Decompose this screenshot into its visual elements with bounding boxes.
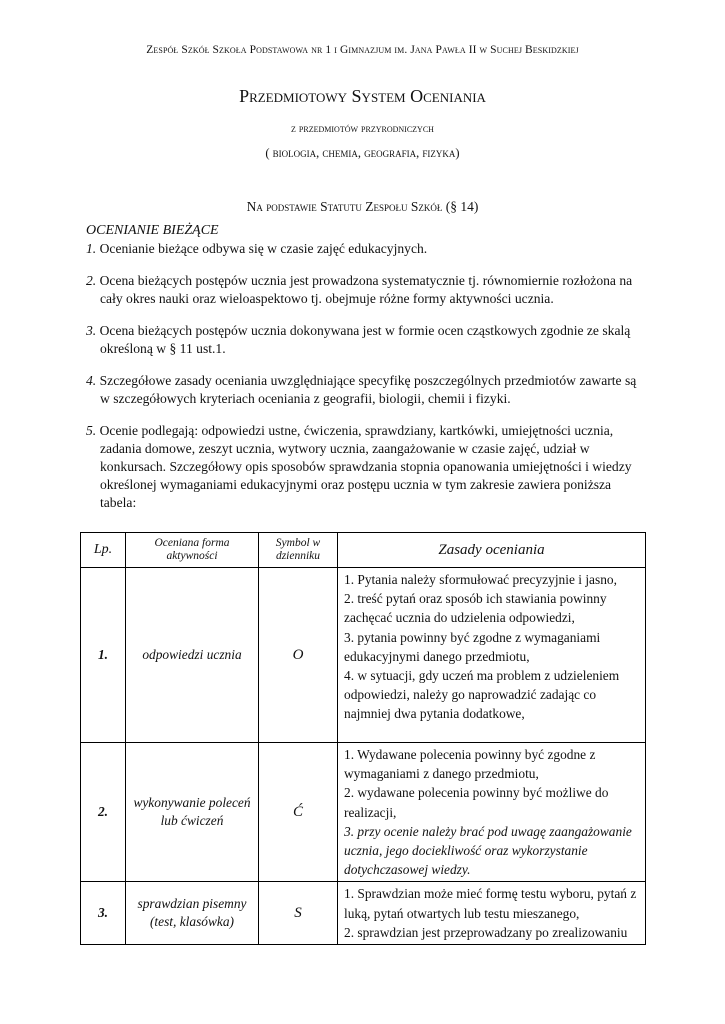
table-header-row	[81, 533, 646, 568]
list-item	[86, 272, 646, 308]
item-number: 5.	[86, 423, 97, 438]
header-lp: Lp.	[81, 533, 126, 568]
row-symbol: O	[259, 568, 338, 743]
row-number: 2.	[81, 743, 126, 882]
rule-line: 2. wydawane polecenia powinny być możliwe do realizacji,	[344, 785, 609, 820]
page-title: Przedmiotowy System Oceniania	[239, 86, 486, 106]
header-symbol: Symbol w dzienniku	[259, 533, 338, 568]
school-header: Zespół Szkół Szkoła Podstawowa nr 1 i Gimnazjum im. Jana Pawła II w Suchej Beskidzkiej	[146, 44, 579, 56]
row-number: 1.	[81, 568, 126, 743]
item-number: 4.	[86, 373, 97, 388]
rule-line: 1. Pytania należy sformułować precyzyjnie i jasno,	[344, 572, 617, 587]
section-title: OCENIANIE BIEŻĄCE	[86, 223, 219, 238]
table-row	[81, 743, 646, 882]
item-number: 1.	[86, 241, 97, 256]
table-row	[81, 568, 646, 743]
rule-line: 1. Wydawane polecenia powinny być zgodne z wymaganiami z danego przedmiotu,	[344, 747, 596, 782]
item-number: 3.	[86, 323, 97, 338]
rule-line: 2. sprawdzian jest przeprowadzany po zrealizowaniu	[344, 924, 628, 940]
list-item	[86, 322, 646, 358]
row-activity-form: sprawdzian pisemny (test, klasówka)	[126, 882, 259, 945]
rule-line: 3. przy ocenie należy brać pod uwagę zaangażowanie ucznia, jego dociekliwość oraz wykorzystanie dotychczasowej wiedzy.	[344, 823, 632, 878]
table-row	[81, 882, 646, 945]
list-item	[86, 372, 646, 408]
rule-line: 1. Sprawdzian może mieć formę testu wyboru, pytań z luką, pytań otwartych lub testu mieszanego,	[344, 886, 637, 921]
subtitle-subject-list: ( biologia, chemia, geografia, fizyka)	[265, 146, 460, 160]
header-rules: Zasady oceniania	[338, 533, 646, 568]
statute-basis: Na podstawie Statutu Zespołu Szkół (§ 14)	[246, 199, 479, 214]
row-symbol: Ć	[259, 743, 338, 882]
item-text: Ocenianie bieżące odbywa się w czasie zajęć edukacyjnych.	[96, 241, 428, 256]
subtitle-subjects: z przedmiotów przyrodniczych	[291, 121, 434, 135]
row-number: 3.	[81, 882, 126, 945]
rule-line: 3. pytania powinny być zgodne z wymaganiami edukacyjnymi danego przedmiotu,	[344, 629, 601, 664]
rule-line: 4. w sytuacji, gdy uczeń ma problem z udzieleniem odpowiedzi, należy go naprowadzić zadając co najmniej dwa pytania dodatkowe,	[344, 668, 620, 722]
item-number: 2.	[86, 273, 97, 288]
list-item	[86, 240, 646, 258]
assessment-table	[80, 532, 646, 945]
section-current-assessment	[86, 222, 646, 526]
row-rules	[338, 882, 646, 945]
row-symbol: S	[259, 882, 338, 945]
list-item	[86, 422, 646, 512]
row-rules	[338, 568, 646, 743]
rule-line: 2. treść pytań oraz sposób ich stawiania powinny zachęcać ucznia do udzielenia odpowiedzi,	[344, 591, 607, 626]
header-activity-form: Oceniana forma aktywności	[126, 533, 259, 568]
row-activity-form: wykonywanie poleceń lub ćwiczeń	[126, 743, 259, 882]
item-text: Ocenie podlegają: odpowiedzi ustne, ćwiczenia, sprawdziany, kartkówki, umiejętności ucznia, zadania domowe, zeszyt ucznia, wytwory ucznia, zaangażowanie w czasie zajęć, udział w konkursach. Szczegółowy opis sposobów sprawdzania stopnia opanowania umiejętności i wiedzy określonej wymaganiami edukacyjnymi oraz postępu ucznia w tym zakresie zawiera poniższa tabela:	[96, 423, 632, 510]
item-text: Ocena bieżących postępów ucznia dokonywana jest w formie ocen cząstkowych zgodnie ze skalą określoną w § 11 ust.1.	[96, 323, 631, 356]
item-text: Ocena bieżących postępów ucznia jest prowadzona systematycznie tj. równomiernie rozłożona na cały okres nauki oraz wieloaspektowo tj. obejmuje różne formy aktywności ucznia.	[96, 273, 633, 306]
item-text: Szczegółowe zasady oceniania uwzględniające specyfikę poszczególnych przedmiotów zawarte są w szczegółowych kryteriach oceniania z geografii, biologii, chemii i fizyki.	[96, 373, 637, 406]
row-rules	[338, 743, 646, 882]
row-activity-form: odpowiedzi ucznia	[126, 568, 259, 743]
